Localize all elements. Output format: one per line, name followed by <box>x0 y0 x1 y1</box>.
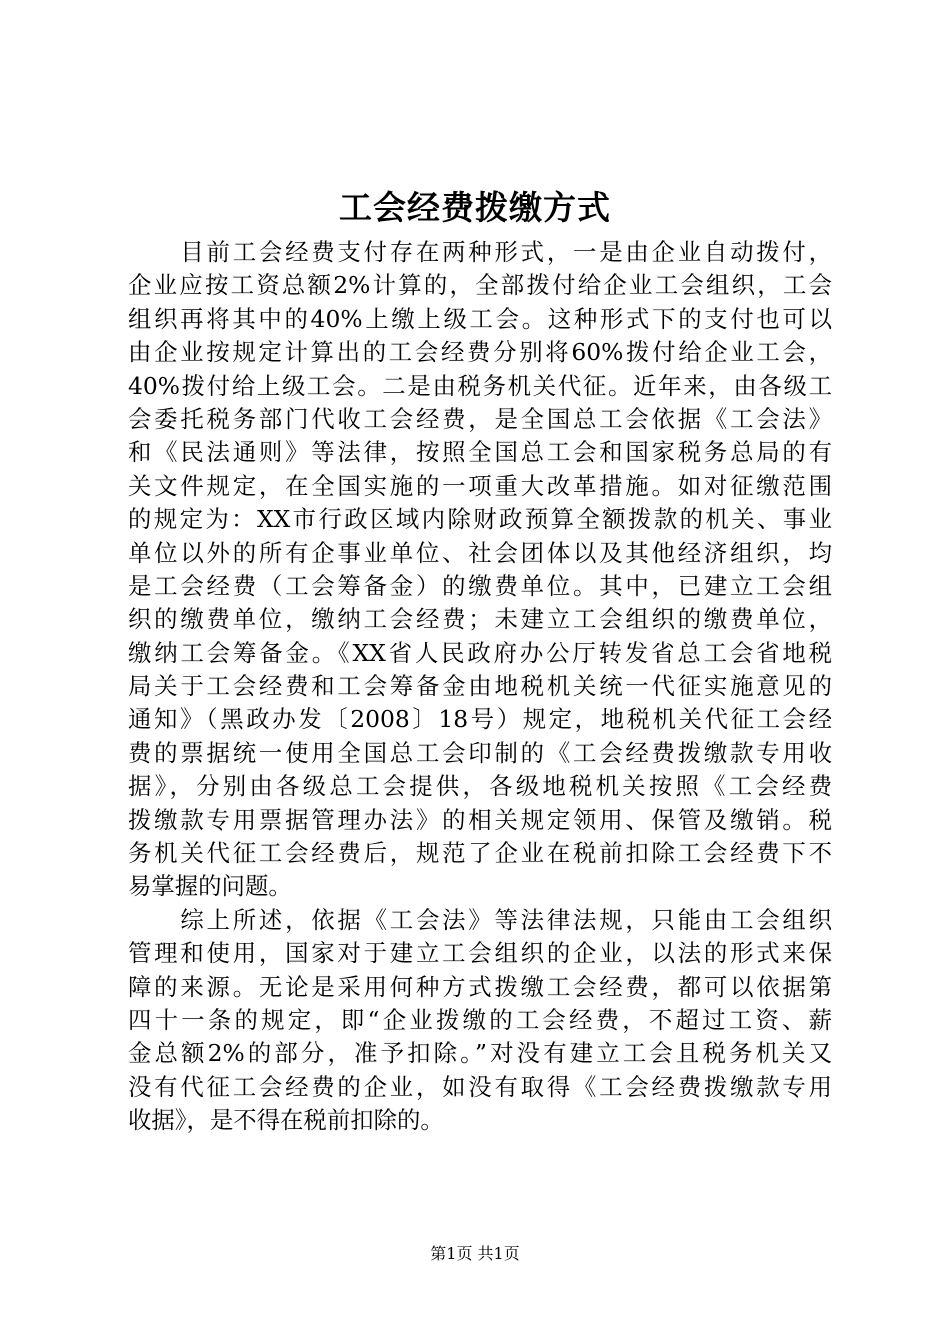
text-line: 费的票据统一使用全国总工会印制的《工会经费拨缴款专用收 <box>128 738 832 767</box>
text-line: 拨缴款专用票据管理办法》的相关规定领用、保管及缴销。税 <box>128 805 832 834</box>
paragraph-2 <box>128 904 832 1138</box>
text-line: 易掌握的问题。 <box>128 872 292 901</box>
text-line: 单位以外的所有企事业单位、社会团体以及其他经济组织，均 <box>128 538 832 567</box>
text-line: 没有代征工会经费的企业，如没有取得《工会经费拨缴款专用 <box>128 1072 832 1101</box>
text-line: 收据》，是不得在税前扣除的。 <box>128 1106 444 1135</box>
text-line: 织的缴费单位，缴纳工会经费；未建立工会组织的缴费单位， <box>128 605 832 634</box>
text-line: 组织再将其中的40%上缴上级工会。这种形式下的支付也可以 <box>128 304 832 333</box>
text-line: 金总额2%的部分，准予扣除。”对没有建立工会且税务机关又 <box>128 1039 832 1068</box>
text-line: 会委托税务部门代收工会经费，是全国总工会依据《工会法》 <box>128 404 832 433</box>
text-line: 管理和使用，国家对于建立工会组织的企业，以法的形式来保 <box>128 939 832 968</box>
text-line: 目前工会经费支付存在两种形式，一是由企业自动拨付， <box>128 238 832 266</box>
document-body <box>128 236 832 1138</box>
text-line: 关文件规定，在全国实施的一项重大改革措施。如对征缴范围 <box>128 471 832 500</box>
text-line: 障的来源。无论是采用何种方式拨缴工会经费，都可以依据第 <box>128 972 832 1001</box>
text-line: 务机关代征工会经费后，规范了企业在税前扣除工会经费下不 <box>128 839 832 868</box>
text-line: 企业应按工资总额2%计算的，全部拨付给企业工会组织，工会 <box>128 271 832 300</box>
text-line: 据》，分别由各级总工会提供，各级地税机关按照《工会经费 <box>128 772 832 801</box>
document-title: 工会经费拨缴方式 <box>339 188 611 227</box>
text-line: 四十一条的规定，即“企业拨缴的工会经费，不超过工资、薪 <box>128 1005 832 1034</box>
text-line: 综上所述，依据《工会法》等法律法规，只能由工会组织 <box>128 905 832 934</box>
text-line: 40%拨付给上级工会。二是由税务机关代征。近年来，由各级工 <box>128 371 832 400</box>
text-line: 局关于工会经费和工会筹备金由地税机关统一代征实施意见的 <box>128 672 832 701</box>
text-line: 通知》（黑政办发〔2008〕18号）规定，地税机关代征工会经 <box>128 705 832 734</box>
text-line: 由企业按规定计算出的工会经费分别将60%拨付给企业工会， <box>128 338 832 367</box>
text-line: 的规定为：XX市行政区域内除财政预算全额拨款的机关、事业 <box>128 505 832 534</box>
text-line: 和《民法通则》等法律，按照全国总工会和国家税务总局的有 <box>128 438 832 467</box>
page-footer: 第1页 共1页 <box>430 1244 520 1263</box>
paragraph-1 <box>128 236 832 904</box>
text-line: 缴纳工会筹备金。《XX省人民政府办公厅转发省总工会省地税 <box>128 638 832 667</box>
text-line: 是工会经费（工会筹备金）的缴费单位。其中，已建立工会组 <box>128 571 832 600</box>
